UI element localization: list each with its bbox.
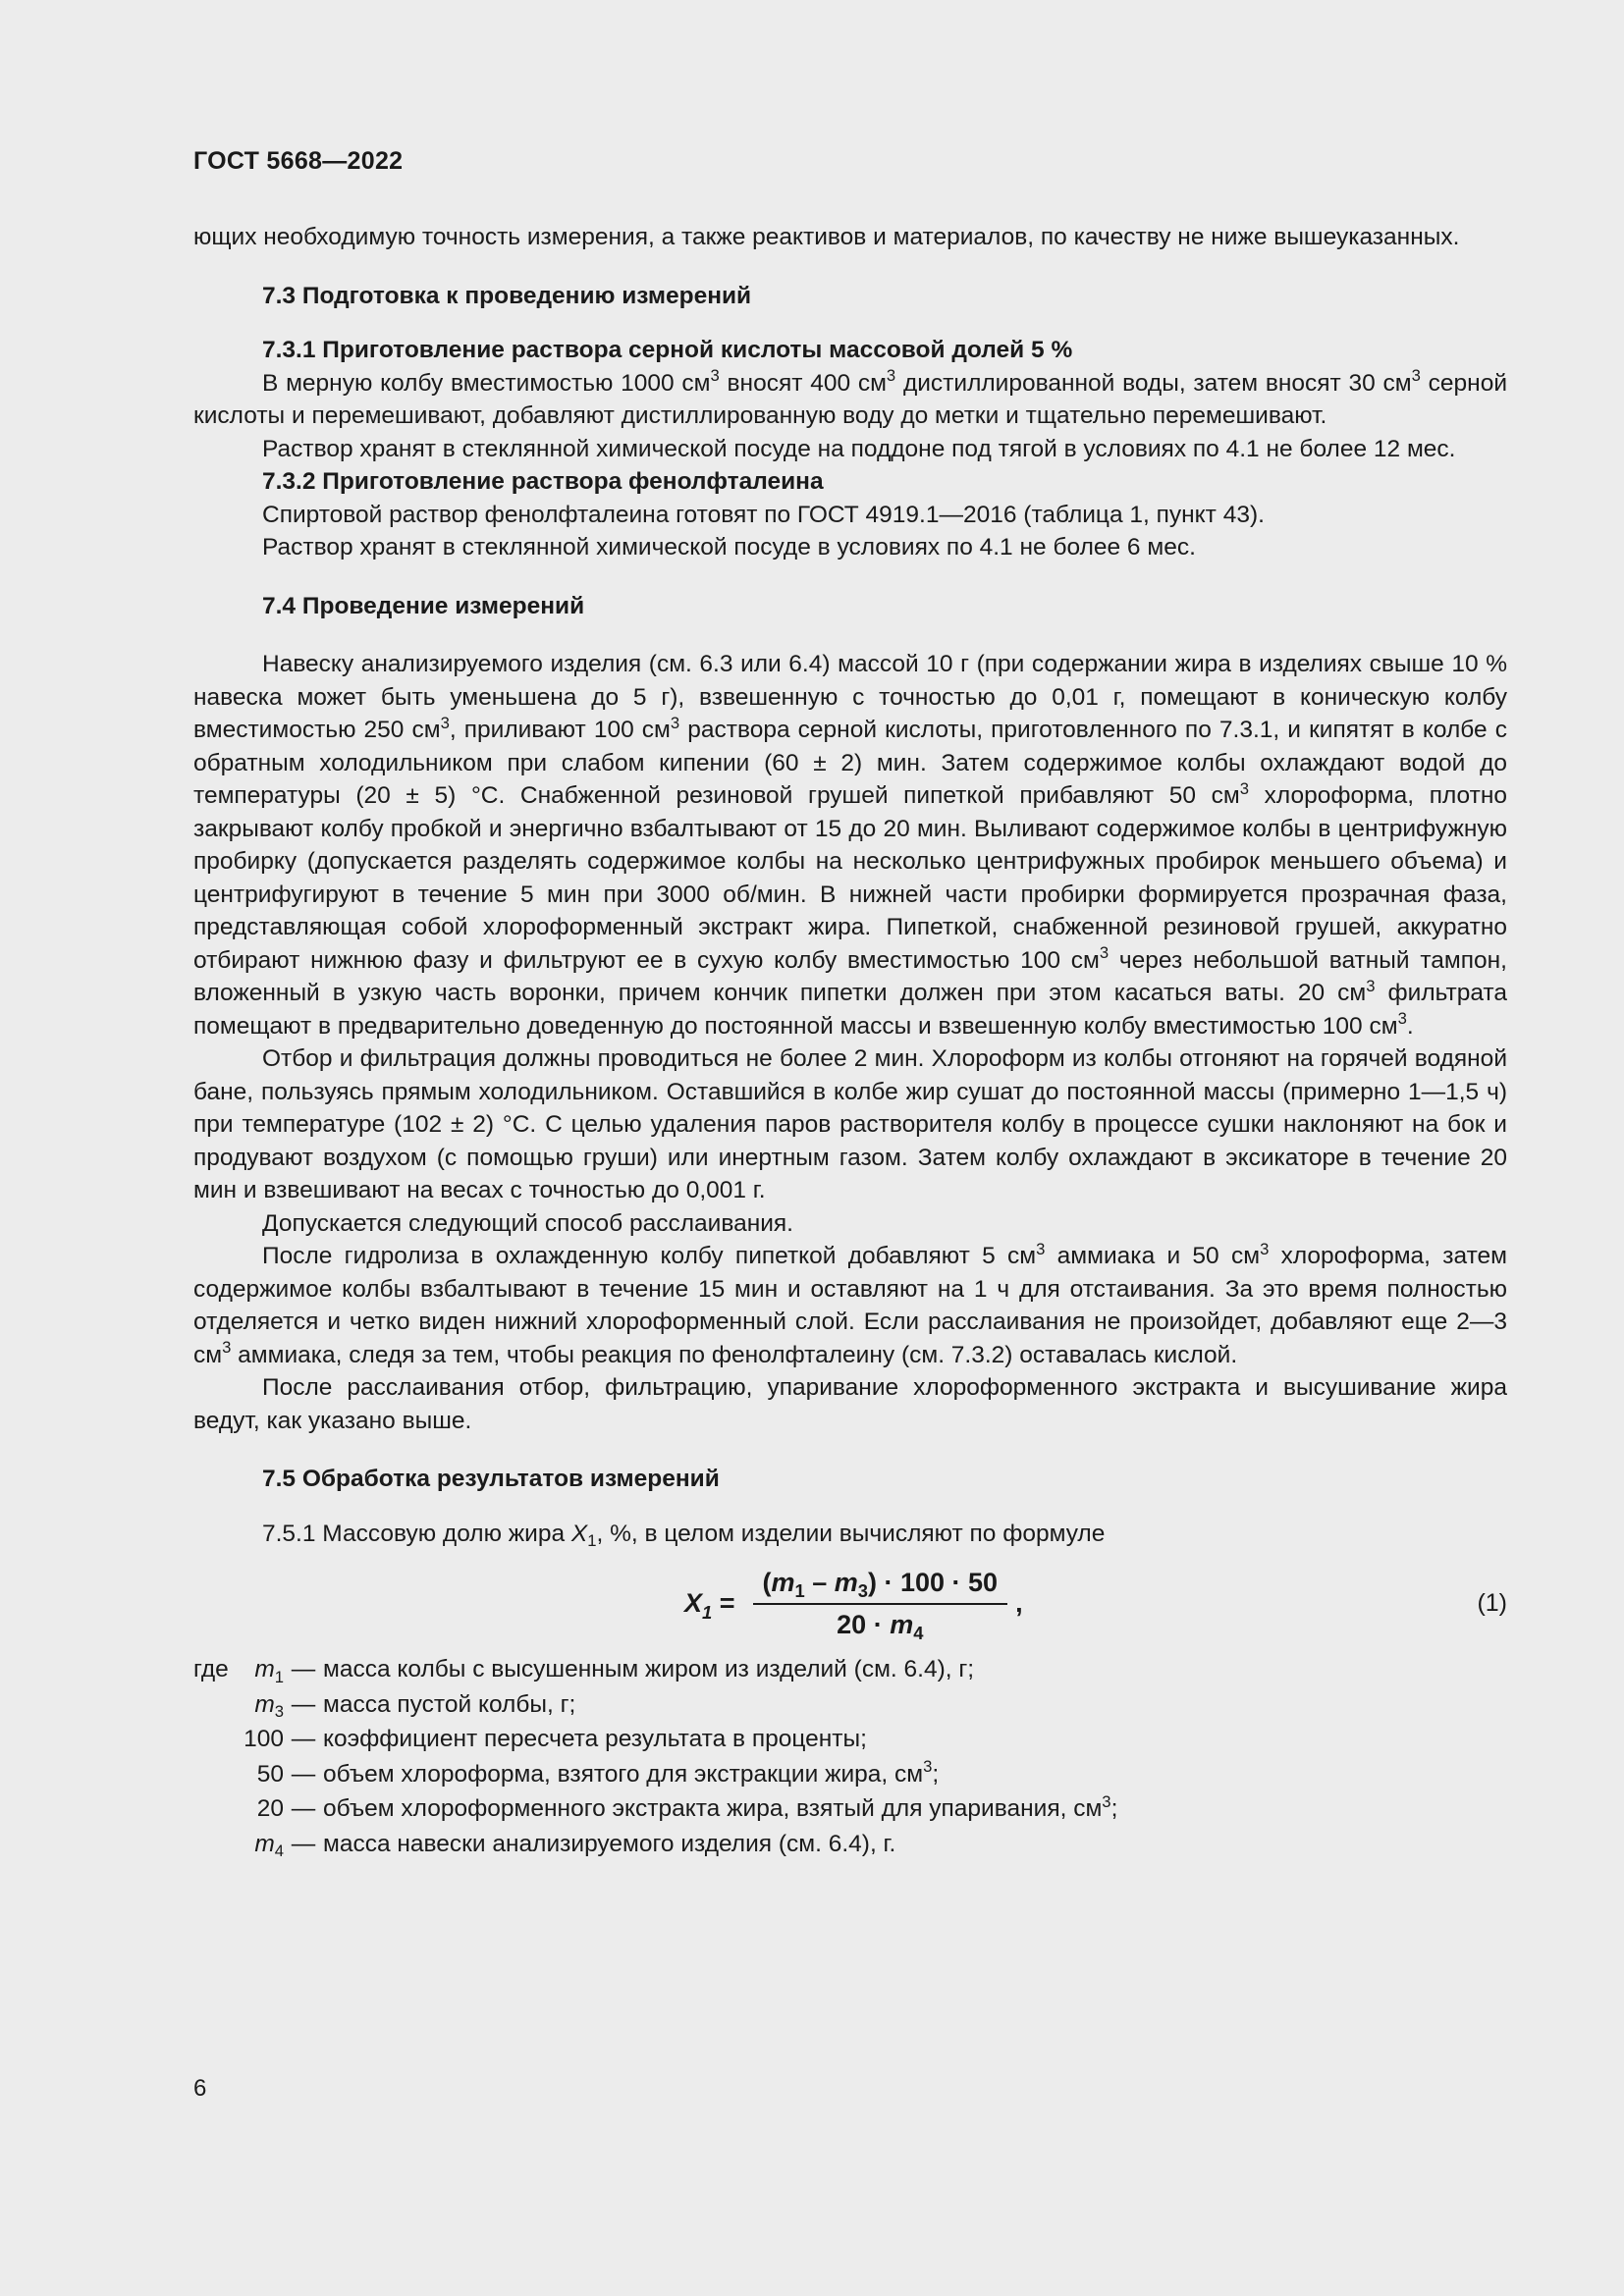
- section-7-4-paragraph-3: Допускается следующий способ расслаивания.: [262, 1209, 793, 1237]
- section-7-3-1-title: 7.3.1 Приготовление раствора серной кислоты массовой долей 5 %: [262, 337, 1073, 363]
- formula-legend: [193, 1652, 1507, 1861]
- legend-symbol: 20: [256, 1795, 284, 1822]
- section-7-4-paragraph-4: После гидролиза в охлажденную колбу пипеткой добавляют 5 $см^3$ аммиака и 50 $см^3$ хлороформа, затем содержимое колбы взбалтывают в течение 15 мин и оставляют на 1 ч для отстаивания. За это время полностью отделяется и четко виден нижний хлороформенный слой. Если расслаивания не произойдет, добавляют еще 2—3 $см^3$ аммиака, следя за тем, чтобы реакция по фенолфталеину (см. 7.3.2) оставалась кислой.: [193, 1239, 1508, 1368]
- legend-row: 20 — объем хлороформенного экстракта жира, взятый для упаривания, $см^3$;: [193, 1791, 1507, 1827]
- formula-lhs: $X_1$ =: [684, 1588, 735, 1623]
- section-7-4-paragraph-1: Навеску анализируемого изделия (см. 6.3 или 6.4) массой 10 г (при содержании жира в изделиях свыше 10 % навеска может быть уменьшена до 5 г), взвешенную с точностью до 0,01 г, помещают в коническую колбу вместимостью 250 $см^3$, приливают 100 $см^3$ раствора серной кислоты, приготовленного по 7.3.1, и кипятят в колбе с обратным холодильником при слабом кипении (60 ± 2) мин. Затем содержимое колбы охлаждают водой до температуры (20 ± 5) °С. Снабженной резиновой грушей пипеткой прибавляют 50 $см^3$ хлороформа, плотно закрывают колбу пробкой и энергично взбалтывают от 15 до 20 мин. Выливают содержимое колбы в центрифужную пробирку (допускается разделять содержимое колбы на несколько центрифужных пробирок меньшего объема) и центрифугируют в течение 5 мин при 3000 об/мин. В нижней части пробирки формируется прозрачная фаза, представляющая собой хлороформенный экстракт жира. Пипеткой, снабженной резиновой грушей, аккуратно отбирают нижнюю фазу и фильтруют ее в сухую колбу вместимостью 100 $см^3$ через небольшой ватный тампон, вложенный в узкую часть воронки, причем кончик пипетки должен при этом касаться ваты. 20 $см^3$ фильтрата помещают в предварительно доведенную до постоянной массы и взвешенную колбу вместимостью 100 $см^3$.: [193, 651, 1507, 1040]
- document-header: ГОСТ 5668—2022: [193, 147, 404, 175]
- formula-1: $X_1$ = $\frac{(m_1 - m_3) \cdot 100 \cdot 50}{20 \cdot m_4}$ , (1): [684, 1567, 1507, 1644]
- section-7-3-1-storage: Раствор хранят в стеклянной химической посуде на поддоне под тягой в условиях по 4.1 не более 12 мес.: [262, 435, 1456, 462]
- section-7-3-2-storage: Раствор хранят в стеклянной химической посуде в условиях по 4.1 не более 6 мес.: [262, 534, 1196, 561]
- legend-symbol: $m_4$: [254, 1830, 284, 1861]
- formula-denominator: $20 \cdot m_4$: [837, 1610, 924, 1644]
- legend-row: где $m_1$ — масса колбы с высушенным жиром из изделий (см. 6.4), г;: [193, 1652, 1507, 1687]
- legend-row: 50 — объем хлороформа, взятого для экстракции жира, $см^3$;: [193, 1757, 1507, 1792]
- section-7-4-paragraph-5: После расслаивания отбор, фильтрацию, упаривание хлороформенного экстракта и высушивание жира ведут, как указано выше.: [193, 1374, 1507, 1434]
- formula-numerator: $(m_1 - m_3) \cdot 100 \cdot 50$: [753, 1567, 1008, 1606]
- formula-fraction: [753, 1567, 1008, 1642]
- legend-symbol: $m_3$: [254, 1690, 284, 1722]
- legend-symbol: 100: [244, 1726, 284, 1752]
- legend-symbol: $m_1$: [254, 1656, 284, 1686]
- legend-symbol: 50: [256, 1760, 284, 1788]
- formula-number: (1): [1477, 1589, 1507, 1617]
- legend-row: $m_4$ — масса навески анализируемого изделия (см. 6.4), г.: [193, 1827, 1507, 1862]
- legend-where: где: [193, 1656, 229, 1682]
- section-7-3-1-paragraph: В мерную колбу вместимостью 1000 $см^3$ вносят 400 $см^3$ дистиллированной воды, затем вносят 30 $см^3$ серной кислоты и перемешивают, добавляют дистиллированную воду до метки и тщательно перемешивают.: [193, 366, 1507, 429]
- section-7-5-title: 7.5 Обработка результатов измерений: [262, 1466, 720, 1492]
- section-7-5-1-paragraph: 7.5.1 Массовую долю жира $X_1$, %, в целом изделии вычисляют по формуле: [262, 1520, 1106, 1551]
- intro-paragraph: ющих необходимую точность измерения, а также реактивов и материалов, по качеству не ниже вышеуказанных.: [193, 224, 1460, 250]
- section-7-4-title: 7.4 Проведение измерений: [262, 592, 585, 619]
- section-7-3-2-title: 7.3.2 Приготовление раствора фенолфталеина: [262, 468, 824, 495]
- legend-row: 100 — коэффициент пересчета результата в проценты;: [193, 1722, 1507, 1757]
- legend-row: $m_3$ — масса пустой колбы, г;: [193, 1687, 1507, 1723]
- section-7-4-paragraph-2: Отбор и фильтрация должны проводиться не более 2 мин. Хлороформ из колбы отгоняют на горячей водяной бане, пользуясь прямым холодильником. Оставшийся в колбе жир сушат до постоянной массы (примерно 1—1,5 ч) при температуре (102 ± 2) °С. С целью удаления паров растворителя колбу в процессе сушки наклоняют на бок и продувают воздухом (с помощью груши) или инертным газом. Затем колбу охлаждают в эксикаторе в течение 20 мин и взвешивают на весах с точностью до 0,001 г.: [193, 1045, 1507, 1203]
- page-number: 6: [193, 2075, 207, 2102]
- page-content: [193, 221, 1507, 1861]
- section-7-3-title: 7.3 Подготовка к проведению измерений: [262, 282, 752, 309]
- section-7-3-2-paragraph: Спиртовой раствор фенолфталеина готовят по ГОСТ 4919.1—2016 (таблица 1, пункт 43).: [262, 501, 1265, 528]
